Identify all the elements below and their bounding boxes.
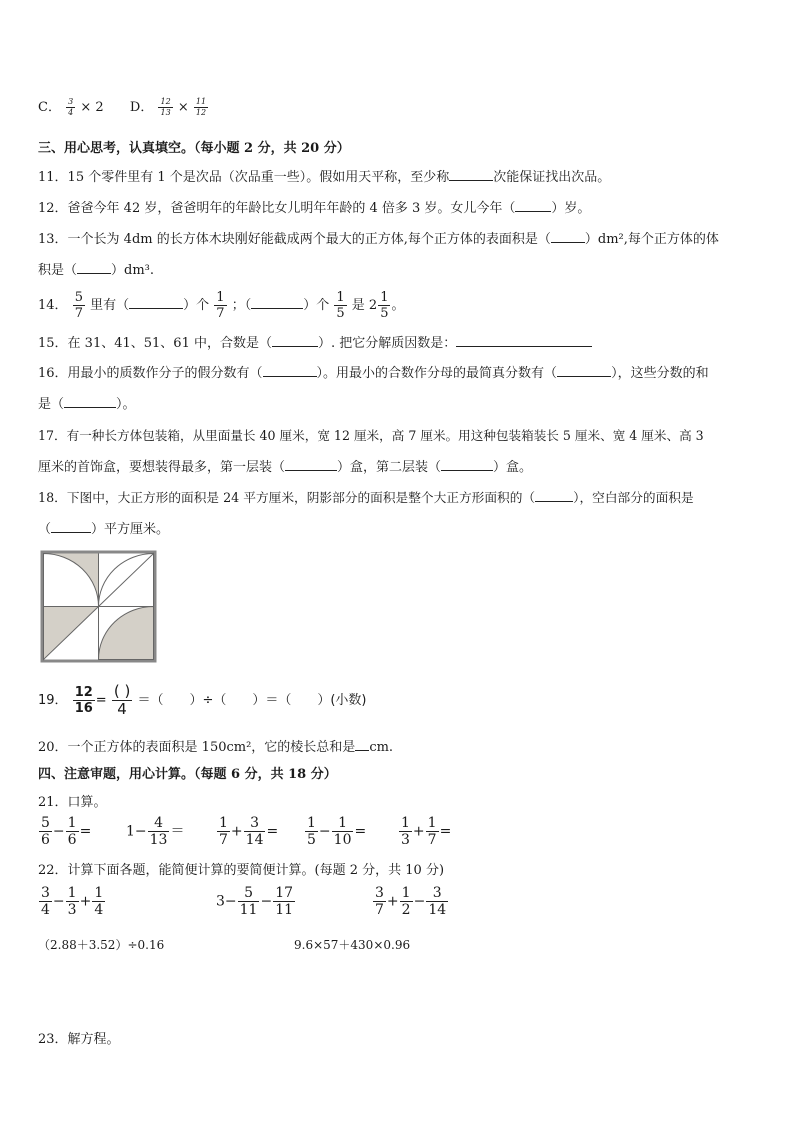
question-12: 12．爸爸今年 42 岁，爸爸明年的年龄比女儿明年年龄的 4 倍多 3 岁。女儿今年（ ）岁。 [38, 201, 591, 216]
fraction: $\frac{1}{5}$ [307, 815, 316, 848]
question-22-title: 22．计算下面各题，能简便计算的要简便计算。(每题 2 分，共 10 分) [38, 863, 445, 878]
fraction: $\frac{12}{16}$ [74, 685, 93, 716]
fraction: $\frac{1}{7}$ [219, 815, 228, 848]
fraction: $\frac{4}{13}$ [149, 815, 168, 848]
fraction: $\frac{3}{14}$ [245, 815, 264, 848]
fraction: $\frac{1}{5}$ [380, 290, 389, 321]
fraction: $\frac{1}{5}$ [336, 290, 345, 321]
fraction: $\frac{11}{12}$ [195, 97, 207, 117]
section-4-heading: 四、注意审题，用心计算。（每题 6 分，共 18 分） [38, 767, 337, 782]
section-3-heading: 三、用心思考，认真填空。（每小题 2 分，共 20 分） [38, 141, 350, 156]
fraction: $\frac{3}{7}$ [375, 885, 384, 918]
question-18-line1: 18．下图中，大正方形的面积是 24 平方厘米，阴影部分的面积是整个大正方形面积的（ ），空白部分的面积是 [38, 490, 694, 505]
fraction: $\frac{1}{3}$ [67, 885, 77, 918]
question-11: 11．15 个零件里有 1 个是次品（次品重一些）。假如用天平称，至少称 次能保证找出次品。 [38, 170, 611, 185]
fraction: $\frac{12}{13}$ [160, 97, 171, 117]
fraction: $\frac{1}{7}$ [216, 290, 225, 321]
question-16-line2: 是（ ）。 [38, 397, 136, 412]
q21-expr-1: $\frac{5}{6}$ − $\frac{1}{6}$ = [41, 815, 92, 848]
q21-expr-4: $\frac{1}{5}$ − $\frac{1}{10}$ = [307, 815, 367, 848]
q22-expr-3: $\frac{3}{7}$ + $\frac{1}{2}$ − $\frac{3}{14}$ [375, 885, 447, 918]
q21-expr-3: $\frac{1}{7}$ + $\frac{3}{14}$ = [219, 815, 279, 848]
question-17-line2: 厘米的首饰盒，要想装得最多，第一层装（ ）盒，第二层装（ ）盒。 [38, 460, 533, 475]
question-13-line1: 13．一个长为 4dm 的长方体木块刚好能截成两个最大的正方体,每个正方体的表面积是（ ）dm²,每个正方体的体 [38, 232, 719, 247]
q21-expr-5: $\frac{1}{3}$ + $\frac{1}{7}$ = [401, 815, 452, 848]
question-20: 20．一个正方体的表面积是 150cm²，它的棱长总和是 cm. [38, 740, 394, 755]
fraction: $\frac{3}{4}$ [68, 97, 74, 117]
question-19: 19． $\frac{12}{16}$ = ( ) 4 ＝（ ）÷（ ）＝（ ）(小数) [38, 682, 367, 718]
q21-expr-2: 1− $\frac{4}{13}$ ＝ [126, 815, 185, 848]
square-shaded-figure [40, 550, 157, 663]
fraction: $\frac{5}{6}$ [41, 815, 50, 848]
fraction: $\frac{3}{14}$ [428, 885, 447, 918]
fraction: $\frac{1}{7}$ [427, 815, 437, 848]
fraction: $\frac{1}{10}$ [333, 815, 352, 848]
fraction: $\frac{1}{6}$ [67, 815, 77, 848]
q22-expr-5: 9.6×57＋430×0.96 [294, 938, 411, 952]
fraction: $\frac{1}{2}$ [401, 885, 411, 918]
fraction: $\frac{1}{4}$ [94, 885, 104, 918]
fraction: $\frac{17}{11}$ [275, 885, 294, 918]
options-c-d: C． $\frac{3}{4}$ × 2 D． $\frac{12}{13}$ × $\frac{11}{12}$ [38, 97, 207, 117]
fraction: $\frac{3}{4}$ [41, 885, 50, 918]
question-23: 23．解方程。 [38, 1032, 120, 1047]
q22-expr-4: （2.88＋3.52）÷0.16 [38, 938, 165, 952]
fraction: $\frac{5}{11}$ [239, 885, 258, 918]
q22-expr-2: 3− $\frac{5}{11}$ − $\frac{17}{11}$ [216, 885, 294, 918]
question-18-line2: （ ）平方厘米。 [38, 522, 170, 537]
question-14: 14． $\frac{5}{7}$ 里有（ ）个 $\frac{1}{7}$ ；（ ）个 $\frac{1}{5}$ 是 2 $\frac{1}{5}$ 。 [38, 290, 405, 321]
question-21-title: 21．口算。 [38, 795, 107, 810]
question-13-line2: 积是（ ）dm³. [38, 263, 155, 278]
fraction: ( ) 4 [113, 682, 131, 718]
question-15: 15．在 31、41、51、61 中，合数是（ ）. 把它分解质因数是： [38, 334, 592, 353]
q22-expr-1: $\frac{3}{4}$ − $\frac{1}{3}$ + $\frac{1}{4}$ [41, 885, 104, 918]
question-16-line1: 16．用最小的质数作分子的假分数有（ ）。用最小的合数作分母的最简真分数有（ ），这些分数的和 [38, 366, 709, 381]
fraction: $\frac{1}{3}$ [401, 815, 410, 848]
question-17-line1: 17．有一种长方体包装箱，从里面量长 40 厘米，宽 12 厘米，高 7 厘米。用这种包装箱装长 5 厘米、宽 4 厘米、高 3 [38, 428, 704, 443]
fraction: $\frac{5}{7}$ [74, 290, 83, 321]
